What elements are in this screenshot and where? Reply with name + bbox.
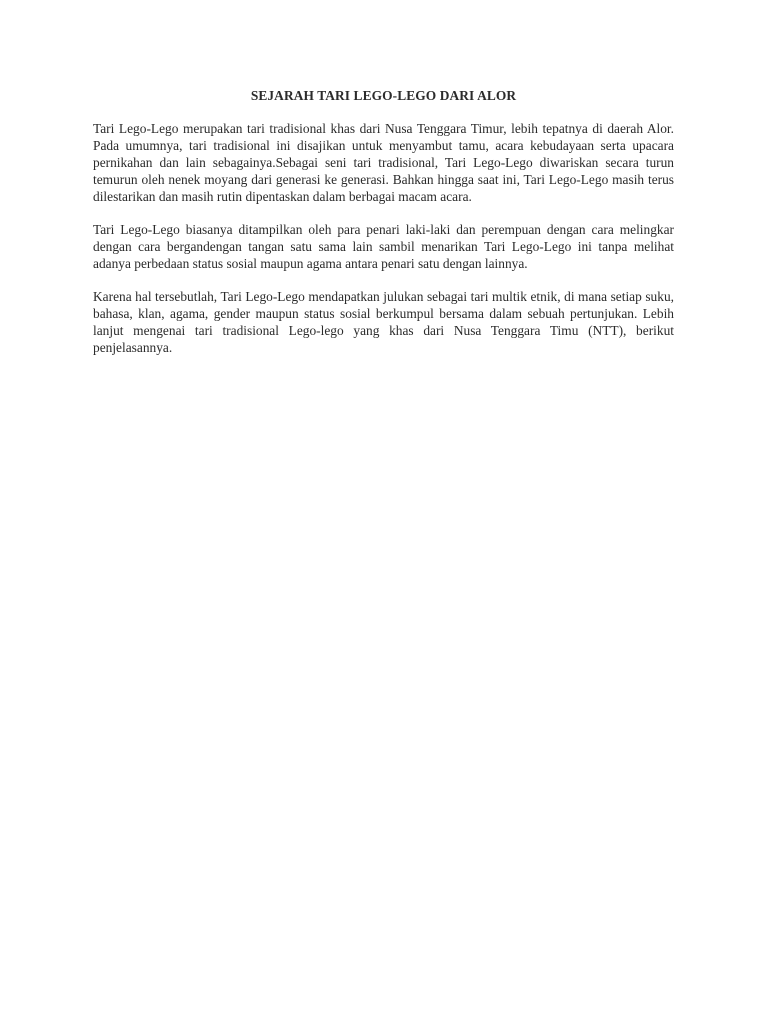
paragraph-1: Tari Lego-Lego merupakan tari tradisional khas dari Nusa Tenggara Timur, lebih tepatnya di daerah Alor. Pada umumnya, tari tradisional ini disajikan untuk menyambut tamu, acara kebudayaan serta upacara pernikahan dan lain sebagainya.Sebagai seni tari tradisional, Tari Lego-Lego diwariskan secara turun temurun oleh nenek moyang dari generasi ke generasi. Bahkan hingga saat ini, Tari Lego-Lego masih terus dilestarikan dan masih rutin dipentaskan dalam berbagai macam acara. (93, 121, 674, 204)
document-title: SEJARAH TARI LEGO-LEGO DARI ALOR (250, 88, 517, 103)
document-body (93, 87, 674, 372)
paragraph-2: Tari Lego-Lego biasanya ditampilkan oleh para penari laki-laki dan perempuan dengan cara melingkar dengan cara bergandengan tangan satu sama lain sambil menarikan Tari Lego-Lego ini tanpa melihat adanya perbedaan status sosial maupun agama antara penari satu dengan lainnya. (93, 222, 674, 271)
paragraph-3: Karena hal tersebutlah, Tari Lego-Lego mendapatkan julukan sebagai tari multik etnik, di mana setiap suku, bahasa, klan, agama, gender maupun status sosial berkumpul bersama dalam sebuah pertunjukan. Lebih lanjut mengenai tari tradisional Lego-lego yang khas dari Nusa Tenggara Timu (NTT), berikut penjelasannya. (93, 289, 674, 355)
